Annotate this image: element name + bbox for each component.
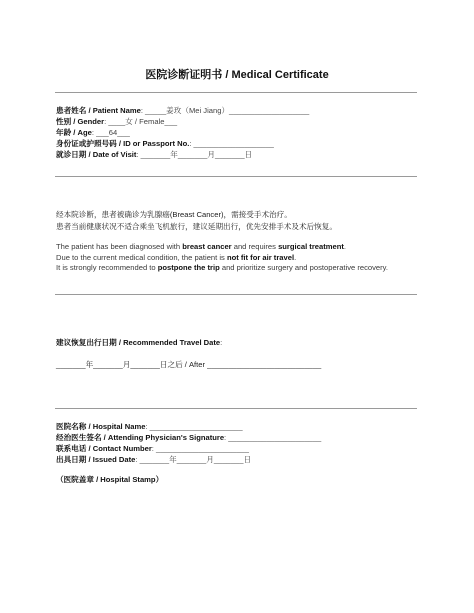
hospital-name-label: 医院名称 / Hospital Name [56, 422, 146, 431]
diagnosis-en-line2 [56, 253, 418, 264]
gender-value: : ____女 / Female___ [104, 117, 178, 126]
divider [55, 176, 417, 177]
contact-number-value: : ______________________ [151, 444, 249, 453]
diagnosis-cn-line2: 患者当前健康状况不适合乘坐飞机旅行，建议延期出行，优先安排手术及术后恢复。 [56, 222, 337, 231]
contact-number-label: 联系电话 / Contact Number [56, 444, 152, 453]
hospital-name-value: : ______________________ [145, 422, 243, 431]
diagnosis-text: . [343, 242, 347, 251]
contact-number-row [56, 444, 249, 454]
physician-signature-label: 经治医生签名 / Attending Physician's Signature [56, 433, 225, 442]
divider [55, 294, 417, 295]
patient-name-value: : _____姜玫（Mei Jiang）___________________ [140, 106, 310, 115]
hospital-name-row [56, 422, 243, 432]
id-value: : ___________________ [189, 139, 274, 148]
issued-date-value: : _______年_______月_______日 [135, 455, 252, 464]
diagnosis-cn-line1: 经本院诊断，患者被确诊为乳腺癌(Breast Cancer)，需接受手术治疗。 [56, 210, 292, 219]
diagnosis-text: Due to the current medical condition, the patient is [56, 252, 227, 262]
page-title: 医院诊断证明书 / Medical Certificate [145, 69, 329, 81]
visit-date-row [56, 150, 252, 160]
gender-row [56, 117, 177, 127]
diagnosis-text: and prioritize surgery and postoperative recovery. [219, 263, 389, 272]
divider [55, 92, 417, 93]
travel-date-label-row [56, 338, 222, 348]
id-label: 身份证或护照号码 / ID or Passport No. [56, 139, 190, 148]
diagnosis-text: and requires [231, 242, 279, 251]
issued-date-label: 出具日期 / Issued Date [56, 455, 136, 464]
travel-date-label: 建议恢复出行日期 / Recommended Travel Date [56, 338, 221, 347]
diagnosis-condition: breast cancer [182, 242, 232, 251]
visit-date-label: 就诊日期 / Date of Visit [56, 150, 137, 159]
diagnosis-text: . [294, 252, 297, 262]
diagnosis-en-line1 [56, 242, 418, 253]
diagnosis-en-paragraph [56, 242, 418, 274]
diagnosis-recommendation: postpone the trip [157, 263, 220, 272]
issued-date-row [56, 455, 251, 465]
gender-label: 性别 / Gender [56, 117, 105, 126]
id-row [56, 139, 274, 149]
patient-name-label: 患者姓名 / Patient Name [56, 106, 141, 115]
age-row [56, 128, 130, 138]
diagnosis-text: It is strongly recommended to [56, 263, 158, 272]
hospital-stamp-placeholder [56, 475, 163, 485]
diagnosis-en-line3 [56, 263, 418, 274]
age-value: : ___64___ [91, 128, 130, 137]
hospital-stamp-label: （医院盖章 / Hospital Stamp） [56, 475, 164, 484]
travel-date-label-suffix: : [220, 338, 223, 347]
visit-date-value: : _______年_______月_______日 [136, 150, 253, 159]
diagnosis-travel-fitness: not fit for air travel [226, 252, 295, 262]
age-label: 年龄 / Age [56, 128, 92, 137]
travel-date-value: _______年_______月_______日之后 / After ___________________________ [56, 360, 322, 369]
divider [55, 408, 417, 409]
physician-signature-value: : ______________________ [224, 433, 322, 442]
diagnosis-text: The patient has been diagnosed with [56, 242, 183, 251]
patient-name-row [56, 106, 309, 116]
diagnosis-treatment: surgical treatment [278, 242, 344, 251]
physician-signature-row [56, 433, 321, 443]
